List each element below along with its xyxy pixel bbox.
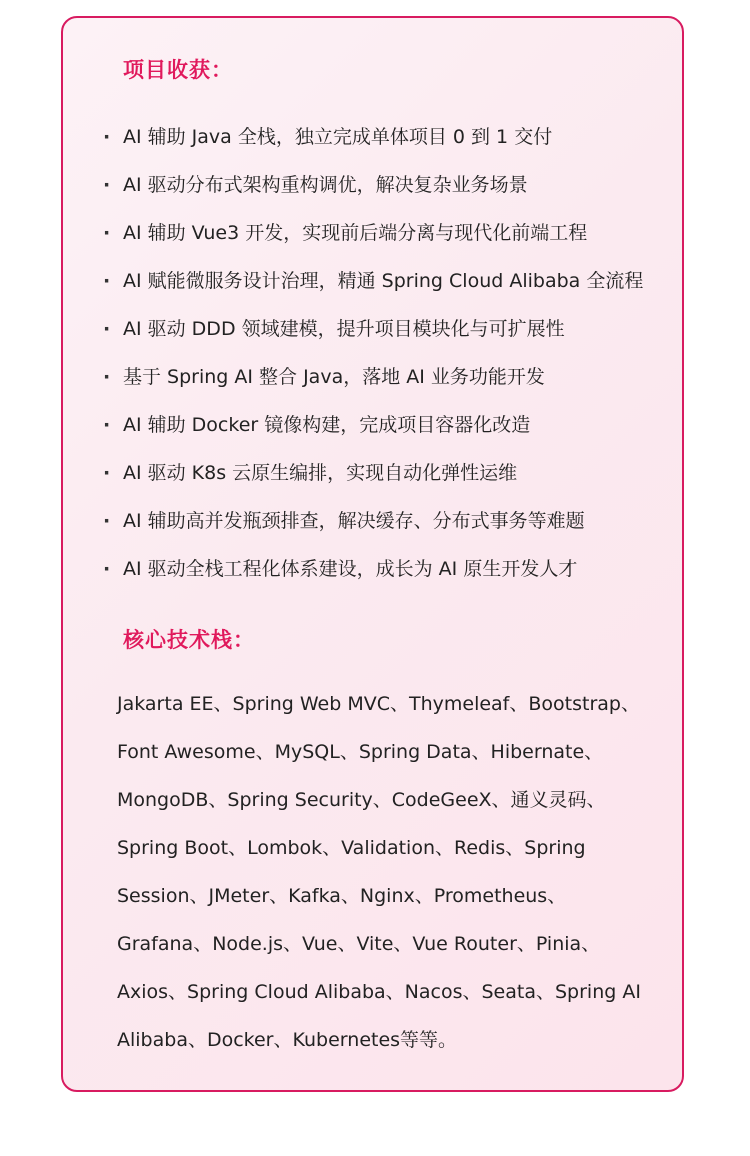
bullet: · bbox=[103, 222, 111, 244]
bullet: · bbox=[103, 174, 111, 196]
list-item-text: AI 赋能微服务设计治理，精通 Spring Cloud Alibaba 全流程 bbox=[123, 270, 644, 292]
bullet: · bbox=[103, 270, 111, 292]
list-item-text: AI 驱动 DDD 领域建模，提升项目模块化与可扩展性 bbox=[123, 318, 565, 340]
list-item bbox=[103, 265, 643, 313]
bullet: · bbox=[103, 510, 111, 532]
list-item-text: AI 辅助 Vue3 开发，实现前后端分离与现代化前端工程 bbox=[123, 222, 588, 244]
list-item-text: AI 辅助高并发瓶颈排查，解决缓存、分布式事务等难题 bbox=[123, 510, 585, 532]
gains-section-title: 项目收获： bbox=[123, 58, 233, 82]
bullet: · bbox=[103, 414, 111, 436]
list-item-text: AI 驱动全栈工程化体系建设，成长为 AI 原生开发人才 bbox=[123, 558, 578, 580]
bullet: · bbox=[103, 462, 111, 484]
list-item bbox=[103, 361, 643, 409]
list-item bbox=[103, 169, 643, 217]
bullet: · bbox=[103, 318, 111, 340]
list-item bbox=[103, 217, 643, 265]
list-item bbox=[103, 313, 643, 361]
tech-stack-text: Jakarta EE、Spring Web MVC、Thymeleaf、Bootstrap、Font Awesome、MySQL、Spring Data、Hibernate、MongoDB、Spring Security、CodeGeeX、通义灵码、Spring Boot、Lombok、Validation、Redis、Spring Session、JMeter、Kafka、Nginx、Prometheus、Grafana、Node.js、Vue、Vite、Vue Router、Pinia、Axios、Spring Cloud Alibaba、Nacos、Seata、Spring AI Alibaba、Docker、Kubernetes等等。 bbox=[117, 693, 641, 1051]
list-item bbox=[103, 121, 643, 169]
list-item-text: AI 辅助 Java 全栈，独立完成单体项目 0 到 1 交付 bbox=[123, 126, 553, 148]
list-item bbox=[103, 409, 643, 457]
list-item bbox=[103, 457, 643, 505]
bullet: · bbox=[103, 558, 111, 580]
tech-section-title: 核心技术栈： bbox=[123, 628, 255, 652]
list-item-text: AI 辅助 Docker 镜像构建，完成项目容器化改造 bbox=[123, 414, 531, 436]
list-item-text: 基于 Spring AI 整合 Java，落地 AI 业务功能开发 bbox=[123, 366, 545, 388]
content-card bbox=[61, 16, 684, 1092]
bullet: · bbox=[103, 366, 111, 388]
list-item bbox=[103, 553, 643, 601]
list-item-text: AI 驱动分布式架构重构调优，解决复杂业务场景 bbox=[123, 174, 528, 196]
bullet: · bbox=[103, 126, 111, 148]
gains-list bbox=[103, 121, 643, 601]
list-item bbox=[103, 505, 643, 553]
list-item-text: AI 驱动 K8s 云原生编排，实现自动化弹性运维 bbox=[123, 462, 518, 484]
